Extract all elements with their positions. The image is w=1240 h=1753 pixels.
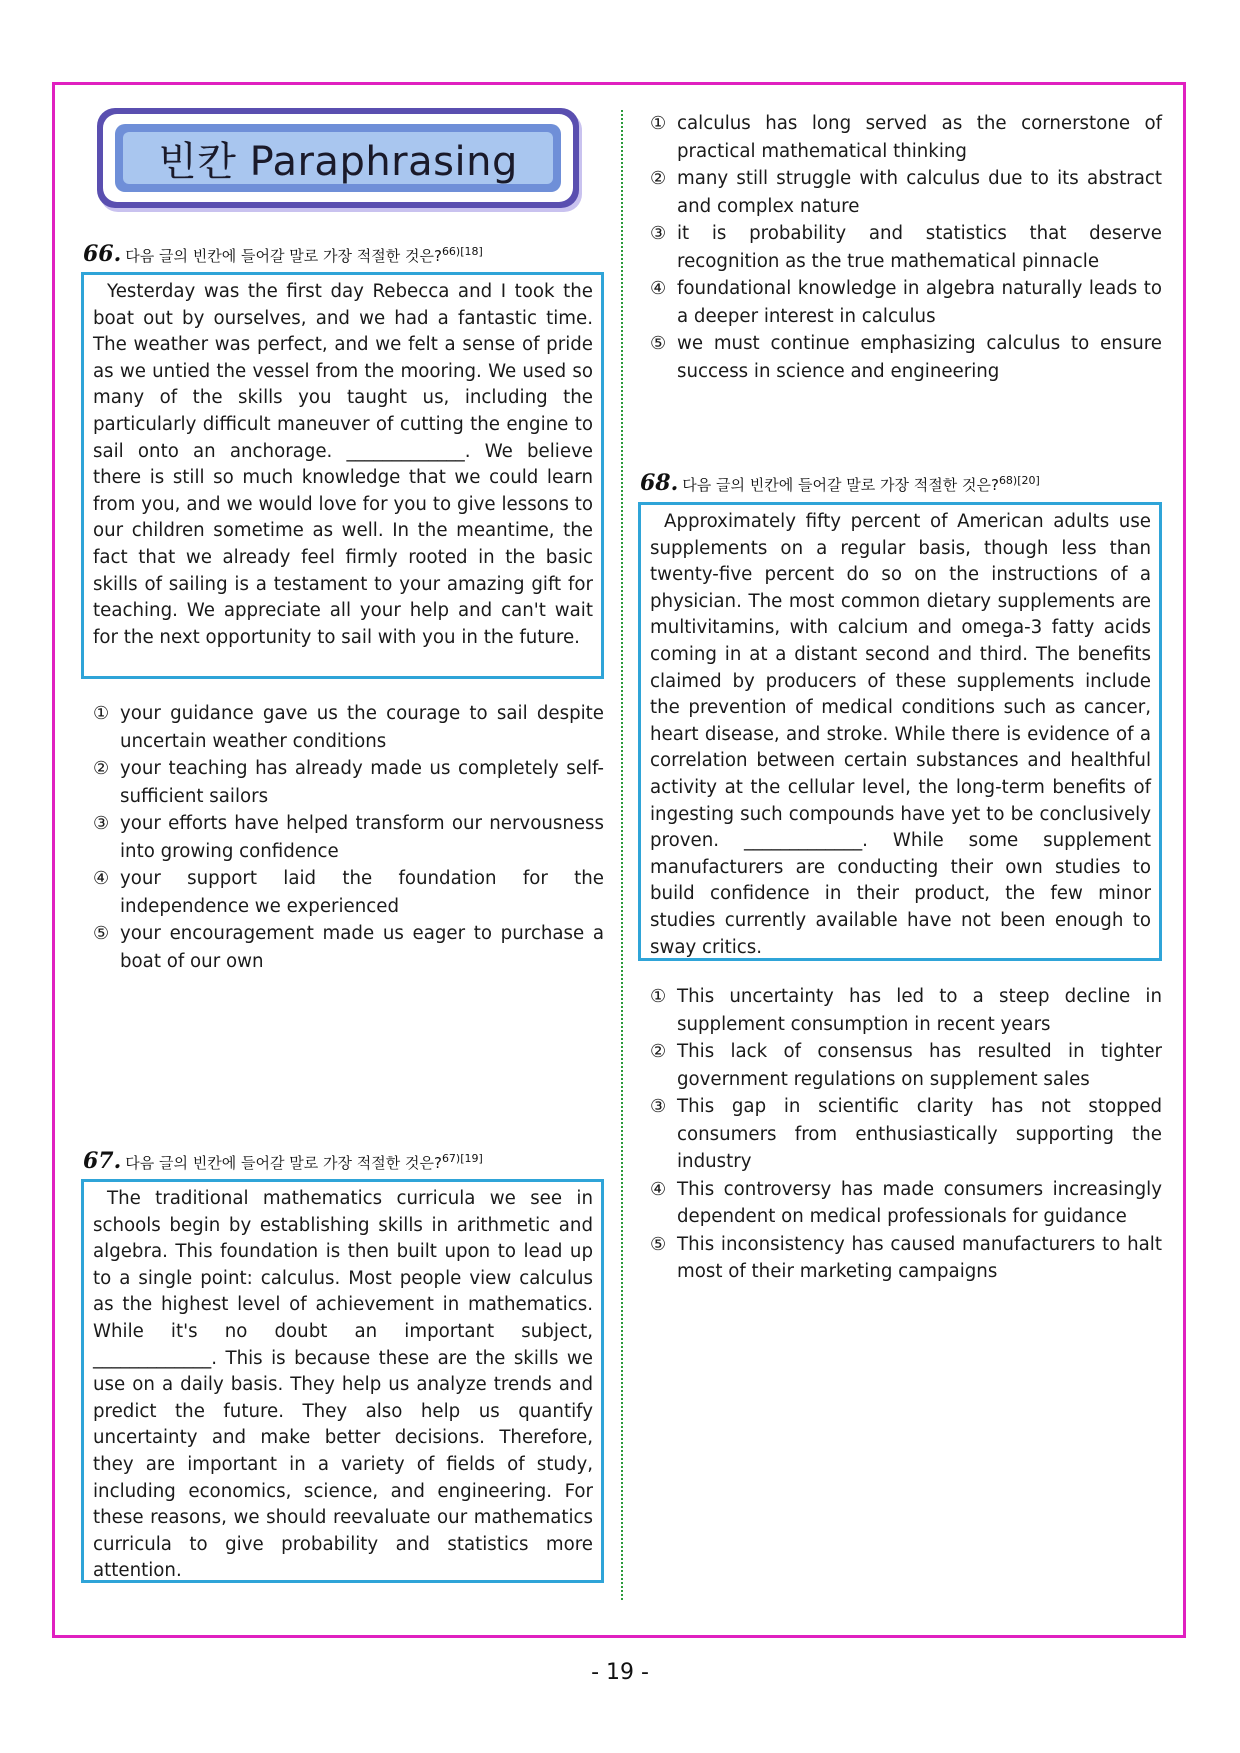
option-text: we must continue emphasizing calculus to ensure success in science and engineering	[677, 333, 1162, 382]
option-marker: ③	[650, 223, 667, 244]
option-1[interactable]	[93, 700, 604, 755]
option-5[interactable]	[650, 1231, 1162, 1286]
option-text: your guidance gave us the courage to sail despite uncertain weather conditions	[120, 703, 604, 752]
passage-text: Approximately fifty percent of American adults use supplements on a regular basis, though less than twenty-five percent do so on the instructions of a physician. The most common dietary supplements are multivitamins, with calcium and omega-3 fatty acids coming in at a distant second and third. The benefits claimed by producers of these supplements include the prevention of medical conditions such as cancer, heart disease, and stroke. While there is evidence of a correlation between certain substances and healthful activity at the cellular level, the long-term benefits of ingesting such compounds have yet to be conclusively proven. _____________. While some supplement manufacturers are conducting their own studies to build confidence in their product, the few minor studies currently available have not been enough to sway critics.	[650, 511, 1151, 958]
option-text: foundational knowledge in algebra naturally leads to a deeper interest in calculus	[677, 278, 1162, 327]
option-4[interactable]	[93, 865, 604, 920]
option-2[interactable]	[650, 165, 1162, 220]
question-66-passage-box	[81, 272, 604, 679]
option-marker: ①	[650, 986, 667, 1007]
option-marker: ③	[93, 813, 110, 834]
option-text: This lack of consensus has resulted in tighter government regulations on supplement sales	[677, 1041, 1162, 1090]
option-marker: ④	[650, 1178, 667, 1200]
option-2[interactable]	[93, 755, 604, 810]
question-number: 68.	[640, 470, 679, 496]
question-number: 67.	[83, 1148, 122, 1174]
question-67-options	[650, 110, 1162, 385]
column-divider	[621, 110, 623, 1600]
option-text: it is probability and statistics that deserve recognition as the true mathematical pinnacle	[677, 223, 1162, 272]
passage-text: Yesterday was the first day Rebecca and I took the boat out by ourselves, and we had a fantastic time. The weather was perfect, and we felt a sense of pride as we untied the vessel from the mooring. We used so many of the skills you taught us, including the particularly difficult maneuver of cutting the engine to sail onto an anchorage. _____________. We believe there is still so much knowledge that we could learn from you, and we would love for you to give lessons to our children sometime as well. In the meantime, the fact that we already feel firmly rooted in the basic skills of sailing is a testament to your amazing gift for teaching. We appreciate all your help and can't wait for the next opportunity to sail with you in the future.	[93, 281, 593, 648]
question-68-options	[650, 983, 1162, 1286]
option-1[interactable]	[650, 110, 1162, 165]
option-text: This uncertainty has led to a steep decline in supplement consumption in recent years	[677, 986, 1162, 1035]
section-title: 빈칸 Paraphrasing	[158, 138, 518, 185]
question-number: 66.	[83, 241, 122, 267]
option-4[interactable]	[650, 275, 1162, 330]
option-text: calculus has long served as the cornerstone of practical mathematical thinking	[677, 113, 1162, 162]
question-instruction: 다음 글의 빈칸에 들어갈 말로 가장 적절한 것은?	[125, 247, 442, 265]
option-marker: ⑤	[93, 923, 110, 944]
passage-text: The traditional mathematics curricula we see in schools begin by establishing skills in arithmetic and algebra. This foundation is then built upon to lead up to a single point: calculus. Most people view calculus as the highest level of achievement in mathematics. While it's no doubt an important subject, _____________. This is because these are the skills we use on a daily basis. They help us analyze trends and predict the future. They also help us quantify uncertainty and make better decisions. Therefore, they are important in a variety of fields of study, including economics, science, and engineering. For these reasons, we should reevaluate our mathematics curricula to give probability and statistics more attention.	[93, 1188, 593, 1582]
option-marker: ②	[93, 758, 110, 779]
question-68-passage-box	[638, 502, 1162, 961]
option-marker: ②	[650, 168, 667, 189]
option-marker: ②	[650, 1041, 667, 1062]
option-text: This controversy has made consumers increasingly dependent on medical professionals for guidance	[677, 1178, 1162, 1227]
option-marker: ③	[650, 1096, 667, 1117]
option-1[interactable]	[650, 983, 1162, 1038]
option-text: many still struggle with calculus due to its abstract and complex nature	[677, 168, 1162, 217]
question-instruction: 다음 글의 빈칸에 들어갈 말로 가장 적절한 것은?	[125, 1154, 442, 1172]
question-66-header	[83, 241, 483, 267]
question-ref: 68)[20]	[998, 474, 1040, 487]
option-text: your efforts have helped transform our nervousness into growing confidence	[120, 813, 604, 862]
option-text: your teaching has already made us completely self-sufficient sailors	[120, 758, 604, 807]
option-marker: ④	[93, 868, 110, 889]
page-number: - 19 -	[591, 1660, 649, 1685]
option-4[interactable]	[650, 1176, 1162, 1231]
option-3[interactable]	[93, 810, 604, 865]
option-text: This gap in scientific clarity has not stopped consumers from enthusiastically supporting the industry	[677, 1096, 1162, 1172]
question-66-options	[93, 700, 604, 975]
option-3[interactable]	[650, 220, 1162, 275]
option-marker: ④	[650, 278, 667, 299]
option-marker: ①	[93, 703, 110, 724]
option-marker: ①	[650, 113, 667, 134]
question-67-passage-box	[81, 1179, 604, 1583]
question-67-header	[83, 1148, 483, 1174]
option-3[interactable]	[650, 1093, 1162, 1176]
option-text: your support laid the foundation for the independence we experienced	[120, 868, 604, 917]
question-ref: 66)[18]	[441, 245, 483, 258]
option-marker: ⑤	[650, 1233, 667, 1255]
section-title-badge	[97, 108, 579, 208]
option-2[interactable]	[650, 1038, 1162, 1093]
option-5[interactable]	[650, 330, 1162, 385]
question-ref: 67)[19]	[441, 1152, 483, 1165]
option-text: This inconsistency has caused manufacturers to halt most of their marketing campaigns	[677, 1233, 1162, 1282]
option-5[interactable]	[93, 920, 604, 975]
option-text: your encouragement made us eager to purchase a boat of our own	[120, 923, 604, 972]
option-marker: ⑤	[650, 333, 667, 354]
question-68-header	[640, 470, 1040, 496]
question-instruction: 다음 글의 빈칸에 들어갈 말로 가장 적절한 것은?	[682, 476, 999, 494]
